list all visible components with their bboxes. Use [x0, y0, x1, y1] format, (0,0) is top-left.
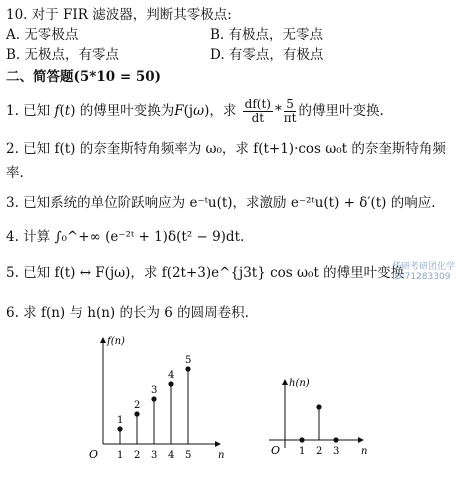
stem-point [151, 396, 156, 401]
x-tick-label: 1 [299, 446, 306, 457]
stem-point [134, 411, 139, 416]
value-label: 2 [134, 400, 141, 411]
section-title: 二、简答题(5*10 = 50) [6, 69, 162, 85]
question-6: 6. 求 f(n) 与 h(n) 的长为 6 的圆周卷积. [6, 305, 249, 321]
stem-point [299, 437, 304, 442]
q1-fraction-5-over-pit: $\frac{5}{\pi t}$ [283, 97, 297, 125]
x-tick-label: 5 [185, 450, 192, 461]
question-2-line2: 率. [6, 165, 24, 181]
x-tick-label: 4 [168, 450, 175, 461]
question-1: 1. 已知 f(t) 的傅里叶变换为F(jω)，求 $\frac{df(t)}{dt}$ * $\frac{5}{\pi t}$ 的傅里叶变换. [6, 97, 384, 125]
value-label: 3 [151, 385, 158, 396]
stem-point [185, 366, 190, 371]
q1-suffix: 的傅里叶变换. [298, 103, 384, 119]
q10-option-b: B. 有极点，无零点 [210, 27, 324, 43]
question-2-line1: 2. 已知 f(t) 的奈奎斯特角频率为 ω₀，求 f(t+1)·cos ω₀t 的奈奎斯特角频 [6, 141, 446, 157]
chart-h-n [269, 378, 367, 457]
q1-mid: 的傅里叶变换为 [79, 103, 175, 119]
question-5: 5. 已知 f(t) ↔ F(jω)，求 f(2t+3)e^{j3t} cos ω₀t 的傅里叶变换 [6, 265, 405, 281]
x-tick-label: 2 [134, 450, 141, 461]
question-3: 3. 已知系统的单位阶跃响应为 e⁻ᵗu(t)，求激励 e⁻²ᵗu(t) + δ′(t) 的响应. [6, 195, 436, 211]
chart-f-n [89, 336, 224, 461]
x-tick-label: 3 [151, 450, 158, 461]
y-axis-label: h(n) [289, 378, 310, 389]
stem-point [168, 381, 173, 386]
question-4: 4. 计算 ∫₀^+∞ (e⁻²ᵗ + 1)δ(t² − 9)dt. [6, 229, 245, 245]
x-axis-label: n [218, 450, 225, 461]
watermark: 华研考研团化学 ID:71283309 [392, 262, 456, 282]
x-tick-label: 1 [117, 450, 124, 461]
q10-option-a: A. 无零极点 [6, 27, 79, 43]
q1-prefix: 1. 已知 [6, 103, 51, 119]
stem-point [333, 437, 338, 442]
origin-label: O [89, 448, 99, 461]
x-axis-label: n [361, 446, 368, 457]
value-label: 5 [185, 355, 192, 366]
q1-fraction-derivative: $\frac{df(t)}{dt}$ [244, 97, 271, 125]
value-label: 4 [168, 370, 175, 381]
x-tick-label: 2 [316, 446, 323, 457]
stem-plots [0, 332, 466, 492]
q1-mid2: ，求 [209, 103, 237, 119]
q10-title: 10. 对于 FIR 滤波器，判断其零极点: [6, 7, 232, 23]
stem-point [316, 404, 321, 409]
y-axis-label: f(n) [107, 336, 125, 347]
stem-point [117, 426, 122, 431]
value-label: 1 [117, 415, 124, 426]
q10-option-c: B. 无极点，有零点 [6, 47, 120, 63]
q10-option-d: D. 有零点，有极点 [210, 47, 324, 63]
x-tick-label: 3 [333, 446, 340, 457]
origin-label: O [271, 444, 281, 457]
